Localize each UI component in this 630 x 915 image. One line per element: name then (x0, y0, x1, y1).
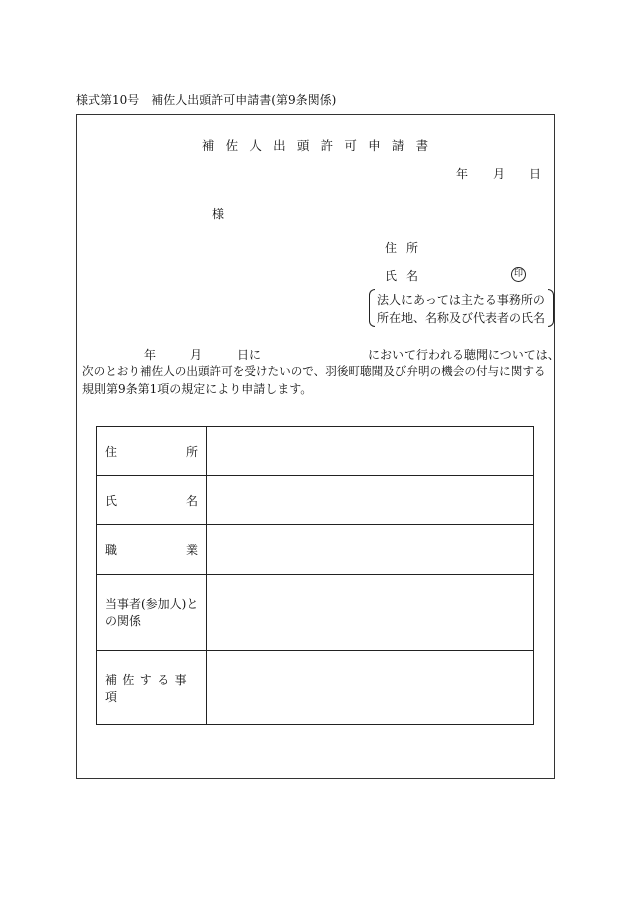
seal-mark: 印 (511, 267, 526, 282)
relation-label-line2: の関係 (105, 613, 142, 628)
assist-matters-value-cell[interactable] (207, 651, 534, 725)
address-label-cell (97, 427, 207, 476)
name-label-char2: 名 (185, 493, 198, 508)
relation-value-cell[interactable] (207, 575, 534, 651)
applicant-name-label: 氏名 (385, 269, 428, 283)
table-row (97, 427, 534, 476)
address-label-char1: 住 (105, 444, 118, 459)
hearing-date-year: 年 (144, 348, 157, 362)
request-text-line3: 規則第9条第1項の規定により申請します。 (82, 382, 313, 396)
occupation-label-cell (97, 525, 207, 575)
name-value-cell[interactable] (207, 476, 534, 525)
occupation-value-cell[interactable] (207, 525, 534, 575)
occupation-label-char2: 業 (185, 543, 198, 557)
addressee-honorific: 様 (212, 207, 225, 221)
table-row (97, 476, 534, 525)
form-caption: 様式第10号 補佐人出頭許可申請書(第9条関係) (76, 93, 337, 107)
date-day-label: 日 (529, 167, 542, 181)
table-row (97, 575, 534, 651)
name-label-cell (97, 476, 207, 525)
right-bracket (548, 289, 554, 327)
hearing-date-day: 日に (237, 348, 262, 362)
assistant-info-table (96, 426, 534, 725)
relation-label-cell (97, 575, 207, 651)
table-row (97, 525, 534, 575)
corporation-note-line1: 法人にあっては主たる事務所の (377, 293, 545, 307)
name-label-char1: 氏 (105, 493, 118, 508)
relation-label-line1: 当事者(参加人)と (105, 596, 199, 611)
address-label-char2: 所 (185, 444, 198, 459)
occupation-label-char1: 職 (105, 543, 118, 557)
document-title: 補佐人出頭許可申請書 (201, 138, 440, 153)
corporation-note (369, 289, 554, 327)
assist-matters-label-cell: 補佐する事項 (97, 651, 207, 725)
left-bracket (369, 289, 375, 327)
corporation-note-line2: 所在地、名称及び代表者の氏名 (377, 311, 546, 325)
table-row (97, 651, 534, 725)
hearing-place-text: において行われる聴聞については、 (368, 348, 560, 362)
hearing-date-month: 月 (190, 348, 203, 362)
request-text-line2: 次のとおり補佐人の出頭許可を受けたいので、羽後町聴聞及び弁明の機会の付与に関する (82, 364, 546, 378)
address-value-cell[interactable] (207, 427, 534, 476)
date-month-label: 月 (493, 167, 506, 181)
date-year-label: 年 (456, 167, 469, 181)
applicant-address-label: 住所 (385, 241, 428, 255)
